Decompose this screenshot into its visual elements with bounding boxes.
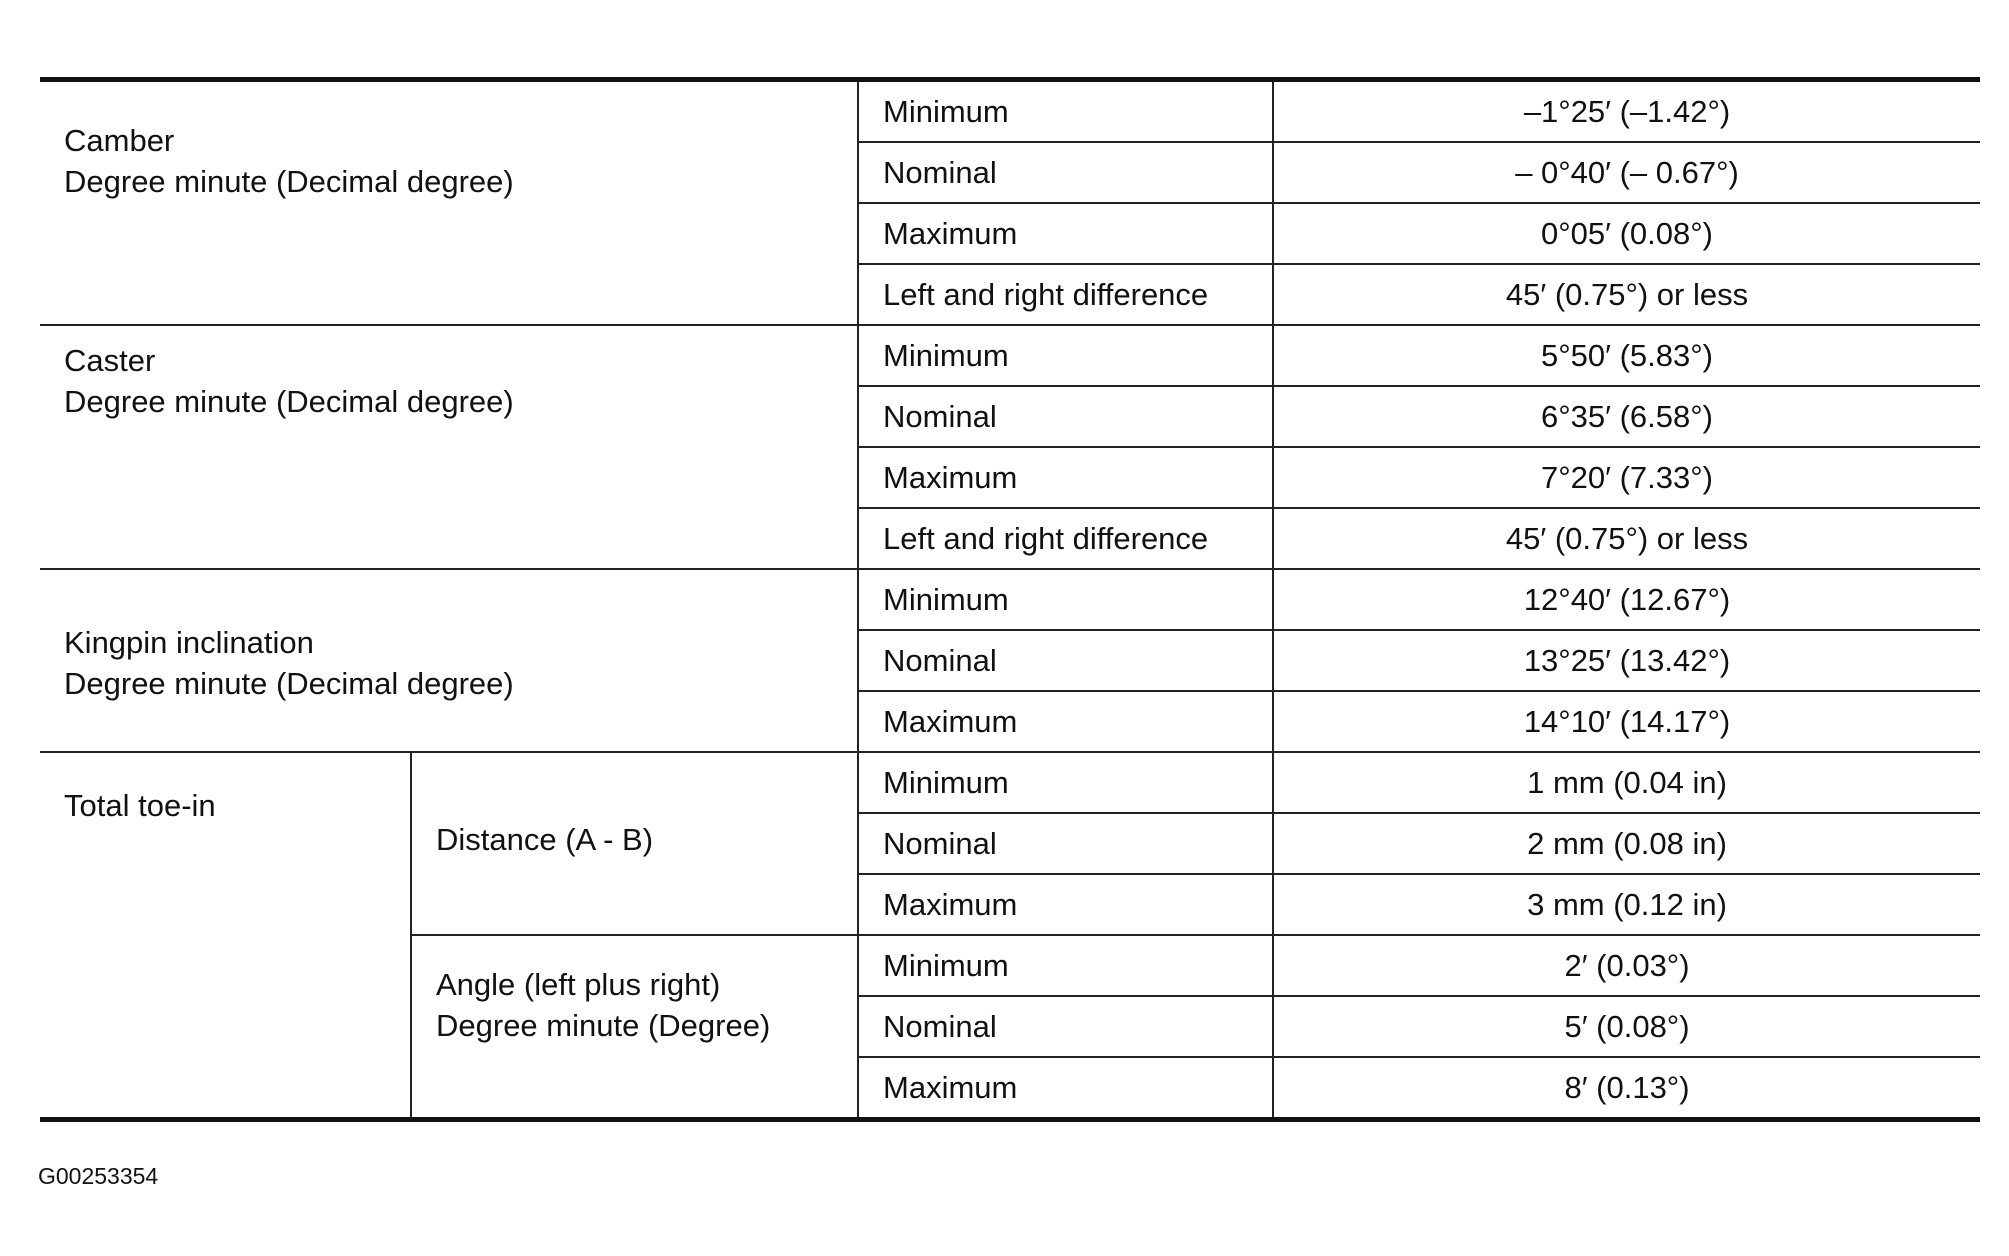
value-cell: 0°05′ (0.08°): [1273, 203, 1980, 264]
camber-unit-label: Degree minute (Decimal degree): [64, 164, 514, 199]
table-row: [40, 80, 1980, 143]
value-cell: 5°50′ (5.83°): [1273, 325, 1980, 386]
figure-code: G00253354: [38, 1163, 159, 1189]
value-cell: 45′ (0.75°) or less: [1273, 508, 1980, 569]
condition-cell: Nominal: [858, 386, 1273, 447]
condition-cell: Minimum: [858, 325, 1273, 386]
value-cell: –1°25′ (–1.42°): [1523, 94, 1731, 129]
condition-cell: Maximum: [858, 874, 1273, 935]
condition-cell: Left and right difference: [858, 264, 1273, 325]
condition-cell: Minimum: [858, 80, 1273, 143]
toe-in-distance-cell: [411, 752, 858, 935]
kingpin-label: Kingpin inclination: [64, 625, 314, 660]
value-cell: – 0°40′ (– 0.67°): [1273, 142, 1980, 203]
value-cell: 8′ (0.13°): [1273, 1057, 1980, 1120]
value-cell: 3 mm (0.12 in): [1273, 874, 1980, 935]
condition-cell: Minimum: [858, 752, 1273, 813]
caster-item-cell: [40, 325, 858, 569]
value-cell: 2 mm (0.08 in): [1273, 813, 1980, 874]
toe-in-item-cell: [40, 752, 411, 1120]
alignment-spec-table: [40, 77, 1980, 1122]
value-cell: 12°40′ (12.67°): [1273, 569, 1980, 630]
condition-cell: Maximum: [858, 203, 1273, 264]
value-cell: 5′ (0.08°): [1273, 996, 1980, 1057]
value-cell: 7°20′ (7.33°): [1273, 447, 1980, 508]
condition-cell: Nominal: [858, 996, 1273, 1057]
camber-label: Camber: [64, 123, 175, 158]
condition-cell: Maximum: [858, 1057, 1273, 1120]
value-cell: 1 mm (0.04 in): [1273, 752, 1980, 813]
value-cell: 2′ (0.03°): [1273, 935, 1980, 996]
toe-in-distance-label: Distance (A - B): [436, 822, 654, 857]
table-row: [40, 752, 1980, 813]
condition-cell: Maximum: [858, 691, 1273, 752]
caster-unit-label: Degree minute (Decimal degree): [64, 384, 514, 419]
table-row: [40, 569, 1980, 630]
value-cell: 13°25′ (13.42°): [1273, 630, 1980, 691]
kingpin-unit-label: Degree minute (Decimal degree): [64, 666, 514, 701]
condition-cell: Minimum: [858, 569, 1273, 630]
toe-in-angle-cell: [411, 935, 858, 1120]
table-row: [40, 325, 1980, 386]
value-cell: 6°35′ (6.58°): [1273, 386, 1980, 447]
condition-cell: Minimum: [858, 935, 1273, 996]
toe-in-angle-label: Angle (left plus right): [436, 967, 721, 1002]
condition-cell: Nominal: [858, 142, 1273, 203]
condition-cell: Left and right difference: [858, 508, 1273, 569]
toe-in-label: Total toe-in: [64, 788, 216, 823]
condition-cell: Maximum: [858, 447, 1273, 508]
condition-cell: Nominal: [858, 813, 1273, 874]
camber-item-cell: [40, 80, 858, 326]
condition-cell: Nominal: [858, 630, 1273, 691]
toe-in-angle-unit-label: Degree minute (Degree): [436, 1008, 771, 1043]
value-cell: 14°10′ (14.17°): [1273, 691, 1980, 752]
caster-label: Caster: [64, 343, 156, 378]
kingpin-item-cell: [40, 569, 858, 752]
value-cell: 45′ (0.75°) or less: [1273, 264, 1980, 325]
